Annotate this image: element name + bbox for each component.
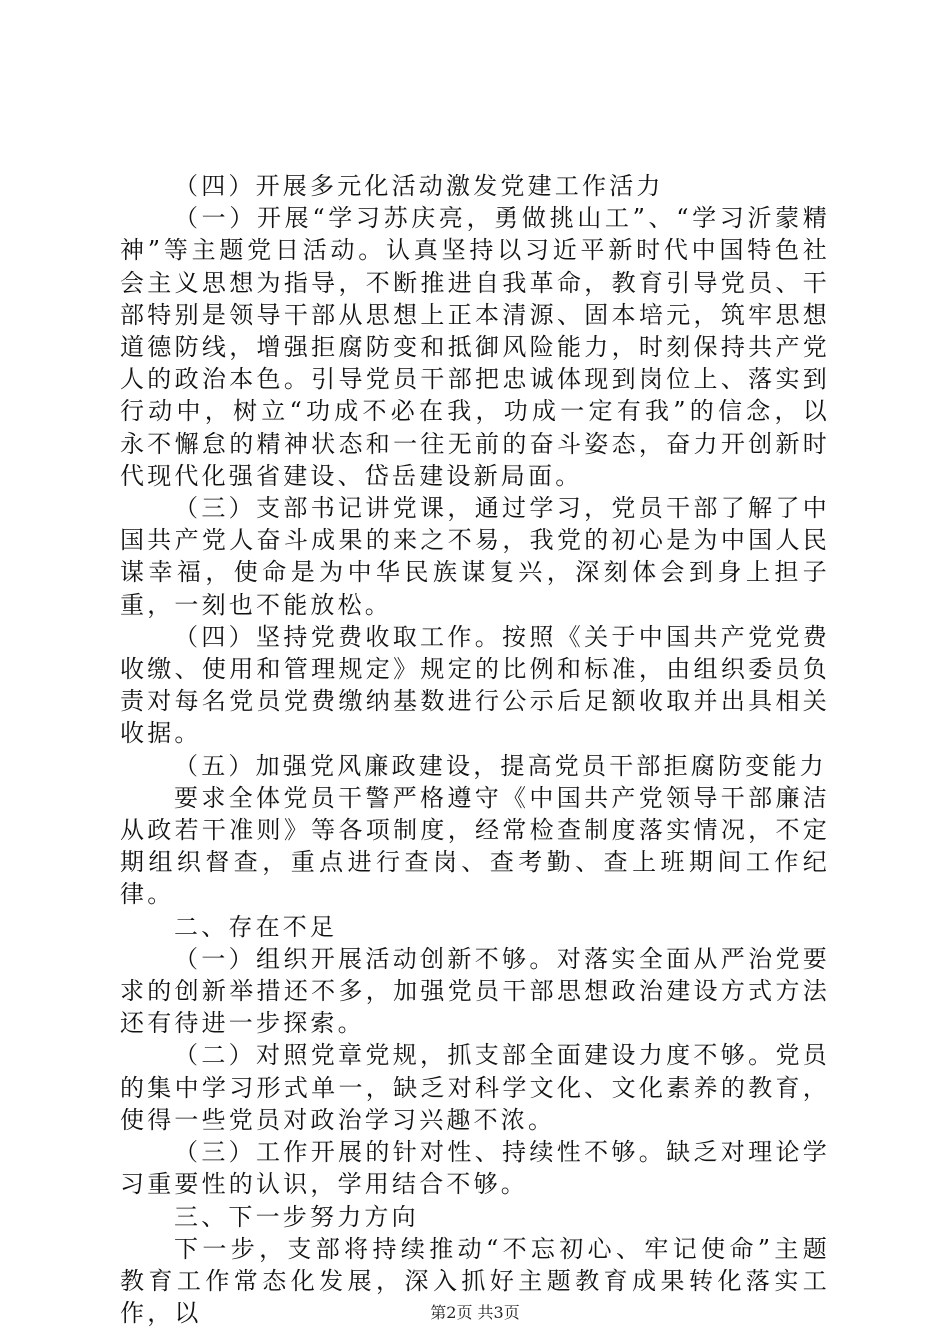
- section-heading-shortcomings: 二、存在不足: [174, 912, 338, 941]
- page-number-footer: 第2页 共3页: [430, 1303, 520, 1322]
- paragraph-shortcoming-construction: （二）对照党章党规，抓支部全面建设力度不够。党员的集中学习形式单一，缺乏对科学文化、文化素养的教育，使得一些党员对政治学习兴趣不浓。: [120, 1041, 830, 1134]
- section-heading-next-steps: 三、下一步努力方向: [174, 1202, 419, 1231]
- section-heading-integrity: （五）加强党风廉政建设，提高党员干部拒腐防变能力: [174, 751, 827, 780]
- paragraph-party-dues: （四）坚持党费收取工作。按照《关于中国共产党党费收缴、使用和管理规定》规定的比例和标准，由组织委员负责对每名党员党费缴纳基数进行公示后足额收取并出具相关收据。: [120, 622, 830, 748]
- paragraph-theme-party-day: （一）开展“学习苏庆亮，勇做挑山工”、“学习沂蒙精神”等主题党日活动。认真坚持以习近平新时代中国特色社会主义思想为指导，不断推进自我革命，教育引导党员、干部特别是领导干部从思想上正本清源、固本培元，筑牢思想道德防线，增强拒腐防变和抵御风险能力，时刻保持共产党人的政治本色。引导党员干部把忠诚体现到岗位上、落实到行动中，树立“功成不必在我，功成一定有我”的信念，以永不懈怠的精神状态和一往无前的奋斗姿态，奋力开创新时代现代化强省建设、岱岳建设新局面。: [120, 204, 830, 490]
- section-heading-activities: （四）开展多元化活动激发党建工作活力: [174, 172, 664, 200]
- paragraph-next-steps: 下一步，支部将持续推动“不忘初心、牢记使命”主题教育工作常态化发展，深入抓好主题教育成果转化落实工作，以: [120, 1234, 830, 1328]
- paragraph-shortcoming-innovation: （一）组织开展活动创新不够。对落实全面从严治党要求的创新举措还不多，加强党员干部思想政治建设方式方法还有待进一步探索。: [120, 944, 830, 1038]
- paragraph-integrity-rules: 要求全体党员干警严格遵守《中国共产党领导干部廉洁从政若干准则》等各项制度，经常检查制度落实情况，不定期组织督查，重点进行查岗、查考勤、查上班期间工作纪律。: [120, 783, 830, 909]
- paragraph-shortcoming-continuity: （三）工作开展的针对性、持续性不够。缺乏对理论学习重要性的认识，学用结合不够。: [120, 1138, 830, 1199]
- paragraph-party-lecture: （三）支部书记讲党课，通过学习，党员干部了解了中国共产党人奋斗成果的来之不易，我党的初心是为中国人民谋幸福，使命是为中华民族谋复兴，深刻体会到身上担子重，一刻也不能放松。: [120, 494, 830, 619]
- document-body: [120, 170, 830, 1329]
